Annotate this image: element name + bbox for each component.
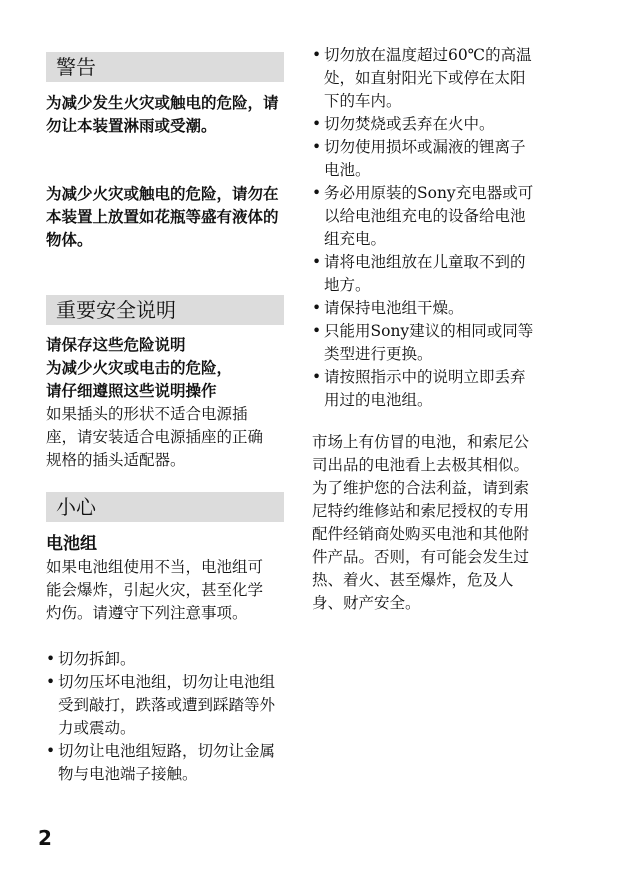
list-item-text: 切勿焚烧或丢弃在火中。: [324, 115, 495, 133]
safety-bold-line-3: 请仔细遵照这些说明操作: [46, 382, 217, 400]
safety-bold-line-1: 请保存这些危险说明: [46, 336, 186, 354]
list-item: [312, 297, 540, 320]
page-number: 2: [38, 826, 52, 850]
battery-bullets-right: [312, 44, 540, 412]
bullet-dot: •: [312, 368, 322, 386]
bullet-dot: •: [46, 742, 56, 760]
bullet-dot: •: [312, 253, 322, 271]
list-item: [312, 251, 540, 297]
list-item-text: 切勿放在温度超过60℃的高温处，如直射阳光下或停在太阳下的车内。: [324, 46, 532, 110]
list-item: [46, 648, 282, 671]
list-item: [312, 113, 540, 136]
list-item-text: 请将电池组放在儿童取不到的地方。: [324, 253, 526, 294]
list-item: [46, 671, 282, 740]
list-item-text: 只能用Sony建议的相同或同等类型进行更换。: [324, 322, 534, 363]
list-item: [312, 182, 540, 251]
battery-intro: 如果电池组使用不当，电池组可能会爆炸，引起火灾，甚至化学灼伤。请遵守下列注意事项。: [46, 558, 264, 622]
list-item: [312, 136, 540, 182]
bullet-dot: •: [312, 299, 322, 317]
battery-bullets-left: [46, 648, 282, 786]
list-item-text: 切勿拆卸。: [58, 650, 136, 668]
list-item: [46, 740, 282, 786]
battery-subheading: 电池组: [46, 534, 97, 554]
bullet-dot: •: [46, 650, 56, 668]
bullet-dot: •: [312, 322, 322, 340]
safety-body: 如果插头的形状不适合电源插座，请安装适合电源插座的正确规格的插头适配器。: [46, 405, 264, 469]
list-item-text: 切勿使用损坏或漏液的锂离子电池。: [324, 138, 526, 179]
safety-heading: 重要安全说明: [46, 295, 284, 325]
list-item-text: 请按照指示中的说明立即丢弃用过的电池组。: [324, 368, 526, 409]
bullet-dot: •: [46, 673, 56, 691]
counterfeit-warning: 市场上有仿冒的电池，和索尼公司出品的电池看上去极其相似。为了维护您的合法利益，请到索尼特约维修站和索尼授权的专用配件经销商处购买电池和其他附件产品。否则，有可能会发生过热、着火、甚至爆炸，危及人身、财产安全。: [312, 433, 530, 612]
warning-paragraph-2: 为减少火灾或触电的危险，请勿在本装置上放置如花瓶等盛有液体的物体。: [46, 185, 279, 249]
list-item: [312, 44, 540, 113]
warning-heading: 警告: [46, 52, 284, 82]
list-item: [312, 366, 540, 412]
bullet-dot: •: [312, 184, 322, 202]
safety-bold-line-2: 为减少火灾或电击的危险，: [46, 359, 233, 377]
bullet-dot: •: [312, 115, 322, 133]
warning-paragraph-1: 为减少发生火灾或触电的危险，请勿让本装置淋雨或受潮。: [46, 94, 279, 135]
list-item-text: 请保持电池组干燥。: [324, 299, 464, 317]
list-item-text: 切勿让电池组短路，切勿让金属物与电池端子接触。: [58, 742, 276, 783]
list-item-text: 务必用原装的Sony充电器或可以给电池组充电的设备给电池组充电。: [324, 184, 534, 248]
list-item: [312, 320, 540, 366]
caution-heading: 小心: [46, 492, 284, 522]
bullet-dot: •: [312, 46, 322, 64]
list-item-text: 切勿压坏电池组，切勿让电池组受到敲打，跌落或遭到踩踏等外力或震动。: [58, 673, 276, 737]
bullet-dot: •: [312, 138, 322, 156]
